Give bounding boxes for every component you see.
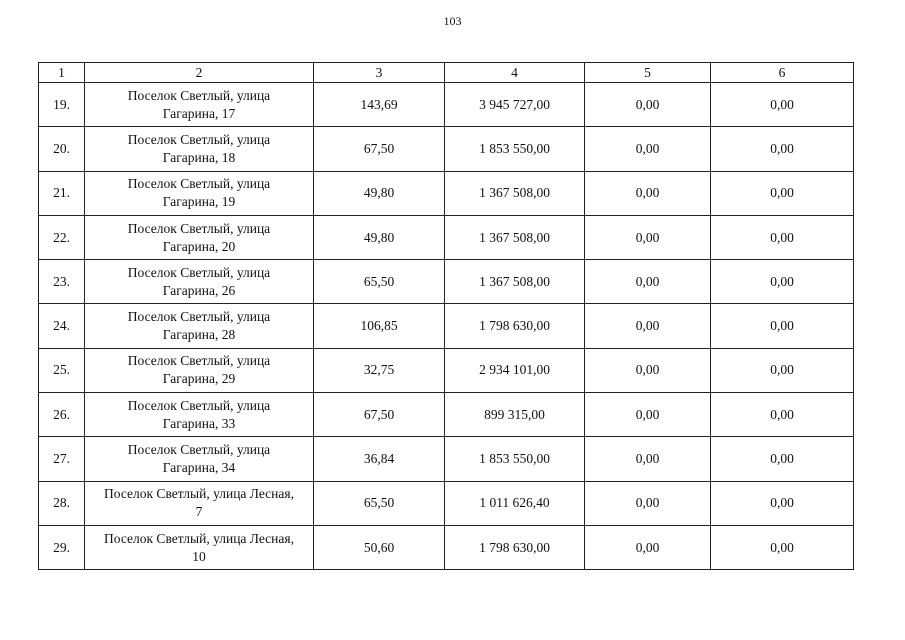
area-cell: [314, 215, 445, 259]
value-cell: [445, 481, 585, 525]
row-number-cell: [39, 215, 85, 259]
row-number-cell: [39, 437, 85, 481]
area-cell: [314, 525, 445, 569]
col6-text: 0,00: [770, 406, 794, 422]
value-cell: [445, 171, 585, 215]
col6-cell: [711, 437, 854, 481]
address-cell: [85, 215, 314, 259]
row-number-text: 29.: [53, 539, 70, 555]
area-text: 49,80: [363, 229, 395, 245]
col5-text: 0,00: [635, 406, 660, 422]
col5-text: 0,00: [635, 140, 660, 156]
area-text: 106,85: [360, 318, 398, 334]
table-row: [39, 260, 854, 304]
value-text: 1 798 630,00: [479, 539, 550, 555]
area-text: 65,50: [363, 273, 395, 289]
col6-cell: [711, 393, 854, 437]
col5-cell: [585, 171, 711, 215]
value-cell: [445, 127, 585, 171]
address-text: Гагарина, 34: [162, 460, 236, 476]
value-text: 1 367 508,00: [479, 229, 550, 245]
col5-cell: [585, 437, 711, 481]
value-text: 1 798 630,00: [479, 318, 550, 334]
area-cell: [314, 437, 445, 481]
col5-text: 0,00: [635, 185, 660, 201]
row-number-cell: [39, 481, 85, 525]
col5-text: 0,00: [635, 229, 660, 245]
col6-cell: [711, 127, 854, 171]
address-text: Поселок Светлый, улица Лесная,: [104, 486, 294, 502]
address-text: Гагарина, 20: [162, 238, 236, 254]
row-number-text: 22.: [53, 229, 70, 245]
header-row: [39, 63, 854, 83]
table-row: [39, 83, 854, 127]
address-text: Поселок Светлый, улица: [127, 131, 271, 147]
col5-cell: [585, 304, 711, 348]
page-number: 103: [443, 14, 462, 28]
col6-cell: [711, 348, 854, 392]
value-text: 899 315,00: [484, 406, 545, 422]
value-text: 2 934 101,00: [479, 362, 550, 378]
col5-cell: [585, 215, 711, 259]
value-cell: [445, 215, 585, 259]
col5-text: 0,00: [635, 273, 660, 289]
address-cell: [85, 260, 314, 304]
row-number-cell: [39, 393, 85, 437]
area-cell: [314, 260, 445, 304]
address-text: Поселок Светлый, улица: [127, 220, 271, 236]
col6-text: 0,00: [770, 96, 794, 112]
area-cell: [314, 171, 445, 215]
area-text: 50,60: [363, 539, 395, 555]
column-header: 5: [585, 63, 711, 83]
row-number-cell: [39, 525, 85, 569]
address-text: Поселок Светлый, улица: [127, 87, 271, 103]
value-text: 3 945 727,00: [479, 96, 550, 112]
row-number-text: 21.: [53, 185, 70, 201]
table-row: [39, 127, 854, 171]
col5-text: 0,00: [635, 451, 660, 467]
col6-cell: [711, 525, 854, 569]
column-header: 2: [85, 63, 314, 83]
address-text: Поселок Светлый, улица: [127, 397, 271, 413]
address-cell: [85, 437, 314, 481]
address-text: Поселок Светлый, улица: [127, 309, 271, 325]
area-cell: [314, 348, 445, 392]
row-number-text: 24.: [53, 318, 70, 334]
area-text: 67,50: [363, 406, 395, 422]
value-text: 1 011 626,40: [479, 495, 550, 511]
column-header: 4: [445, 63, 585, 83]
col6-cell: [711, 215, 854, 259]
col5-text: 0,00: [635, 96, 660, 112]
table-row: [39, 348, 854, 392]
area-text: 67,50: [363, 140, 395, 156]
area-text: 32,75: [363, 362, 395, 378]
address-text: Гагарина, 26: [162, 282, 236, 298]
row-number-cell: [39, 260, 85, 304]
row-number-cell: [39, 127, 85, 171]
table-row: [39, 171, 854, 215]
row-number-cell: [39, 171, 85, 215]
col5-text: 0,00: [635, 318, 660, 334]
area-cell: [314, 127, 445, 171]
row-number-cell: [39, 83, 85, 127]
address-text: Поселок Светлый, улица: [127, 264, 271, 280]
col5-text: 0,00: [635, 362, 660, 378]
area-cell: [314, 304, 445, 348]
column-header: 6: [711, 63, 854, 83]
col6-text: 0,00: [770, 539, 794, 555]
row-number-text: 20.: [53, 140, 70, 156]
table-row: [39, 525, 854, 569]
value-cell: [445, 525, 585, 569]
col6-text: 0,00: [770, 273, 794, 289]
row-number-text: 28.: [53, 495, 70, 511]
col6-text: 0,00: [770, 185, 794, 201]
col5-cell: [585, 481, 711, 525]
address-text: Гагарина, 28: [162, 327, 236, 343]
row-number-text: 25.: [53, 362, 70, 378]
col5-cell: [585, 127, 711, 171]
address-text: Поселок Светлый, улица Лесная,: [104, 530, 294, 546]
table-row: [39, 304, 854, 348]
area-text: 65,50: [363, 495, 395, 511]
property-table: [38, 62, 854, 570]
address-cell: [85, 127, 314, 171]
area-cell: [314, 393, 445, 437]
address-cell: [85, 304, 314, 348]
area-text: 143,69: [360, 96, 398, 112]
column-header: 3: [314, 63, 445, 83]
address-text: Гагарина, 33: [162, 415, 236, 431]
col6-cell: [711, 83, 854, 127]
col5-cell: [585, 348, 711, 392]
col5-cell: [585, 525, 711, 569]
value-cell: [445, 348, 585, 392]
col5-cell: [585, 393, 711, 437]
col6-cell: [711, 481, 854, 525]
col6-text: 0,00: [770, 229, 794, 245]
value-text: 1 367 508,00: [479, 273, 550, 289]
row-number-text: 19.: [53, 96, 70, 112]
address-text: Поселок Светлый, улица: [127, 353, 271, 369]
value-text: 1 367 508,00: [479, 185, 550, 201]
row-number-text: 26.: [53, 406, 70, 422]
row-number-text: 27.: [53, 451, 70, 467]
value-text: 1 853 550,00: [479, 451, 550, 467]
area-cell: [314, 481, 445, 525]
value-cell: [445, 83, 585, 127]
col6-text: 0,00: [770, 140, 794, 156]
address-cell: [85, 171, 314, 215]
row-number-cell: [39, 304, 85, 348]
area-cell: [314, 83, 445, 127]
area-text: 36,84: [363, 451, 395, 467]
value-cell: [445, 304, 585, 348]
value-cell: [445, 437, 585, 481]
address-text: Гагарина, 19: [162, 194, 236, 210]
col6-text: 0,00: [770, 495, 794, 511]
col5-text: 0,00: [635, 495, 660, 511]
address-cell: [85, 481, 314, 525]
address-text: Поселок Светлый, улица: [127, 442, 271, 458]
row-number-text: 23.: [53, 273, 70, 289]
value-cell: [445, 393, 585, 437]
col5-cell: [585, 260, 711, 304]
table-row: [39, 437, 854, 481]
table-row: [39, 215, 854, 259]
col6-text: 0,00: [770, 318, 794, 334]
area-text: 49,80: [363, 185, 395, 201]
column-header: 1: [39, 63, 85, 83]
col5-cell: [585, 83, 711, 127]
table-row: [39, 393, 854, 437]
address-text: Гагарина, 18: [162, 149, 236, 165]
col6-cell: [711, 260, 854, 304]
col6-text: 0,00: [770, 451, 794, 467]
col5-text: 0,00: [635, 539, 660, 555]
col6-text: 0,00: [770, 362, 794, 378]
value-text: 1 853 550,00: [479, 140, 550, 156]
address-text: Гагарина, 17: [162, 105, 236, 121]
col6-cell: [711, 171, 854, 215]
address-cell: [85, 348, 314, 392]
col6-cell: [711, 304, 854, 348]
table-body: [39, 83, 854, 570]
address-text: 10: [192, 548, 206, 564]
value-cell: [445, 260, 585, 304]
address-text: Гагарина, 29: [162, 371, 236, 387]
address-cell: [85, 393, 314, 437]
address-text: Поселок Светлый, улица: [127, 176, 271, 192]
table-row: [39, 481, 854, 525]
address-text: 7: [195, 504, 203, 520]
address-cell: [85, 83, 314, 127]
address-cell: [85, 525, 314, 569]
row-number-cell: [39, 348, 85, 392]
